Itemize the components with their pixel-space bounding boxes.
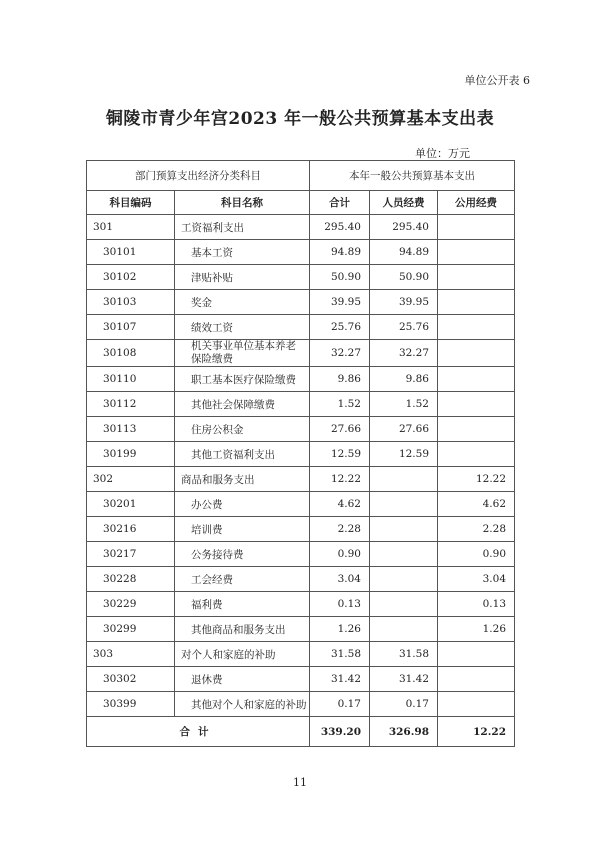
cell-total: 0.17 — [310, 692, 370, 717]
cell-total: 39.95 — [310, 290, 370, 315]
cell-public — [438, 442, 515, 467]
cell-personnel — [370, 542, 438, 567]
cell-public — [438, 392, 515, 417]
cell-public — [438, 667, 515, 692]
cell-total: 295.40 — [310, 215, 370, 240]
cell-public: 4.62 — [438, 492, 515, 517]
cell-public — [438, 290, 515, 315]
cell-code: 30201 — [87, 492, 175, 517]
cell-personnel: 31.58 — [370, 642, 438, 667]
cell-name: 其他对个人和家庭的补助 — [175, 692, 310, 717]
cell-public: 0.90 — [438, 542, 515, 567]
cell-personnel: 31.42 — [370, 667, 438, 692]
cell-code: 30399 — [87, 692, 175, 717]
cell-code: 30101 — [87, 240, 175, 265]
page-number: 11 — [293, 776, 307, 789]
cell-name: 培训费 — [175, 517, 310, 542]
column-header-personnel: 人员经费 — [370, 191, 438, 215]
cell-name: 公务接待费 — [175, 542, 310, 567]
cell-public: 2.28 — [438, 517, 515, 542]
table-row — [87, 542, 515, 567]
cell-total: 94.89 — [310, 240, 370, 265]
cell-code: 30199 — [87, 442, 175, 467]
group-header-basic-expenditure: 本年一般公共预算基本支出 — [310, 161, 515, 191]
page-title: 铜陵市青少年宫2023 年一般公共预算基本支出表 — [105, 109, 495, 129]
cell-public — [438, 215, 515, 240]
cell-public: 12.22 — [438, 467, 515, 492]
cell-name: 其他商品和服务支出 — [175, 617, 310, 642]
column-header-public: 公用经费 — [438, 191, 515, 215]
cell-personnel — [370, 467, 438, 492]
cell-total: 31.58 — [310, 642, 370, 667]
table-row — [87, 392, 515, 417]
budget-table — [86, 160, 515, 747]
cell-name: 退休费 — [175, 667, 310, 692]
cell-name: 工会经费 — [175, 567, 310, 592]
table-row — [87, 442, 515, 467]
total-label: 合计 — [87, 717, 310, 747]
cell-name: 基本工资 — [175, 240, 310, 265]
cell-total: 0.13 — [310, 592, 370, 617]
table-row — [87, 567, 515, 592]
table-row — [87, 315, 515, 340]
table-row — [87, 517, 515, 542]
cell-code: 301 — [87, 215, 175, 240]
table-row — [87, 692, 515, 717]
table-row — [87, 265, 515, 290]
cell-total: 2.28 — [310, 517, 370, 542]
cell-personnel: 39.95 — [370, 290, 438, 315]
cell-name: 商品和服务支出 — [175, 467, 310, 492]
cell-personnel: 27.66 — [370, 417, 438, 442]
cell-code: 30103 — [87, 290, 175, 315]
cell-personnel: 295.40 — [370, 215, 438, 240]
cell-code: 30110 — [87, 367, 175, 392]
cell-total: 50.90 — [310, 265, 370, 290]
cell-total: 3.04 — [310, 567, 370, 592]
cell-name: 津贴补贴 — [175, 265, 310, 290]
cell-public: 0.13 — [438, 592, 515, 617]
cell-personnel — [370, 517, 438, 542]
cell-name: 机关事业单位基本养老保险缴费 — [175, 340, 310, 367]
cell-code: 30112 — [87, 392, 175, 417]
cell-name: 奖金 — [175, 290, 310, 315]
total-total: 339.20 — [310, 717, 370, 747]
total-public: 12.22 — [438, 717, 515, 747]
cell-name: 福利费 — [175, 592, 310, 617]
cell-total: 0.90 — [310, 542, 370, 567]
cell-total: 32.27 — [310, 340, 370, 367]
cell-total: 1.26 — [310, 617, 370, 642]
cell-name: 其他工资福利支出 — [175, 442, 310, 467]
cell-name: 住房公积金 — [175, 417, 310, 442]
table-row — [87, 215, 515, 240]
cell-personnel: 50.90 — [370, 265, 438, 290]
cell-personnel — [370, 617, 438, 642]
cell-personnel: 25.76 — [370, 315, 438, 340]
cell-public — [438, 265, 515, 290]
table-row — [87, 592, 515, 617]
cell-code: 30228 — [87, 567, 175, 592]
table-row — [87, 667, 515, 692]
cell-public — [438, 692, 515, 717]
table-row — [87, 340, 515, 367]
cell-code: 30113 — [87, 417, 175, 442]
group-header-classification: 部门预算支出经济分类科目 — [87, 161, 310, 191]
table-row — [87, 467, 515, 492]
total-personnel: 326.98 — [370, 717, 438, 747]
cell-personnel: 9.86 — [370, 367, 438, 392]
cell-total: 12.59 — [310, 442, 370, 467]
cell-code: 302 — [87, 467, 175, 492]
cell-public — [438, 315, 515, 340]
table-row — [87, 417, 515, 442]
cell-personnel — [370, 567, 438, 592]
unit-label: 单位：万元 — [415, 147, 470, 160]
cell-total: 31.42 — [310, 667, 370, 692]
cell-personnel — [370, 492, 438, 517]
cell-code: 30302 — [87, 667, 175, 692]
cell-name: 工资福利支出 — [175, 215, 310, 240]
cell-public — [438, 240, 515, 265]
cell-total: 4.62 — [310, 492, 370, 517]
cell-name: 绩效工资 — [175, 315, 310, 340]
cell-public: 3.04 — [438, 567, 515, 592]
table-row — [87, 617, 515, 642]
cell-code: 30299 — [87, 617, 175, 642]
cell-code: 30107 — [87, 315, 175, 340]
cell-code: 30216 — [87, 517, 175, 542]
cell-name: 职工基本医疗保险缴费 — [175, 367, 310, 392]
column-header-total: 合计 — [310, 191, 370, 215]
column-header-code: 科目编码 — [87, 191, 175, 215]
cell-public — [438, 367, 515, 392]
cell-total: 9.86 — [310, 367, 370, 392]
table-row — [87, 367, 515, 392]
table-number-label: 单位公开表 6 — [464, 74, 530, 87]
cell-name: 其他社会保障缴费 — [175, 392, 310, 417]
cell-public: 1.26 — [438, 617, 515, 642]
table-row — [87, 290, 515, 315]
group-header-row — [87, 161, 515, 191]
cell-total: 25.76 — [310, 315, 370, 340]
cell-personnel: 94.89 — [370, 240, 438, 265]
cell-personnel — [370, 592, 438, 617]
cell-total: 27.66 — [310, 417, 370, 442]
table-row — [87, 492, 515, 517]
table-row — [87, 642, 515, 667]
cell-public — [438, 417, 515, 442]
cell-code: 30229 — [87, 592, 175, 617]
cell-public — [438, 642, 515, 667]
column-header-name: 科目名称 — [175, 191, 310, 215]
cell-code: 30217 — [87, 542, 175, 567]
total-row — [87, 717, 515, 747]
cell-personnel: 32.27 — [370, 340, 438, 367]
cell-personnel: 12.59 — [370, 442, 438, 467]
cell-total: 12.22 — [310, 467, 370, 492]
cell-name: 对个人和家庭的补助 — [175, 642, 310, 667]
cell-code: 30102 — [87, 265, 175, 290]
cell-public — [438, 340, 515, 367]
cell-name: 办公费 — [175, 492, 310, 517]
cell-total: 1.52 — [310, 392, 370, 417]
cell-personnel: 0.17 — [370, 692, 438, 717]
cell-personnel: 1.52 — [370, 392, 438, 417]
column-header-row — [87, 191, 515, 215]
cell-code: 30108 — [87, 340, 175, 367]
cell-code: 303 — [87, 642, 175, 667]
table-row — [87, 240, 515, 265]
